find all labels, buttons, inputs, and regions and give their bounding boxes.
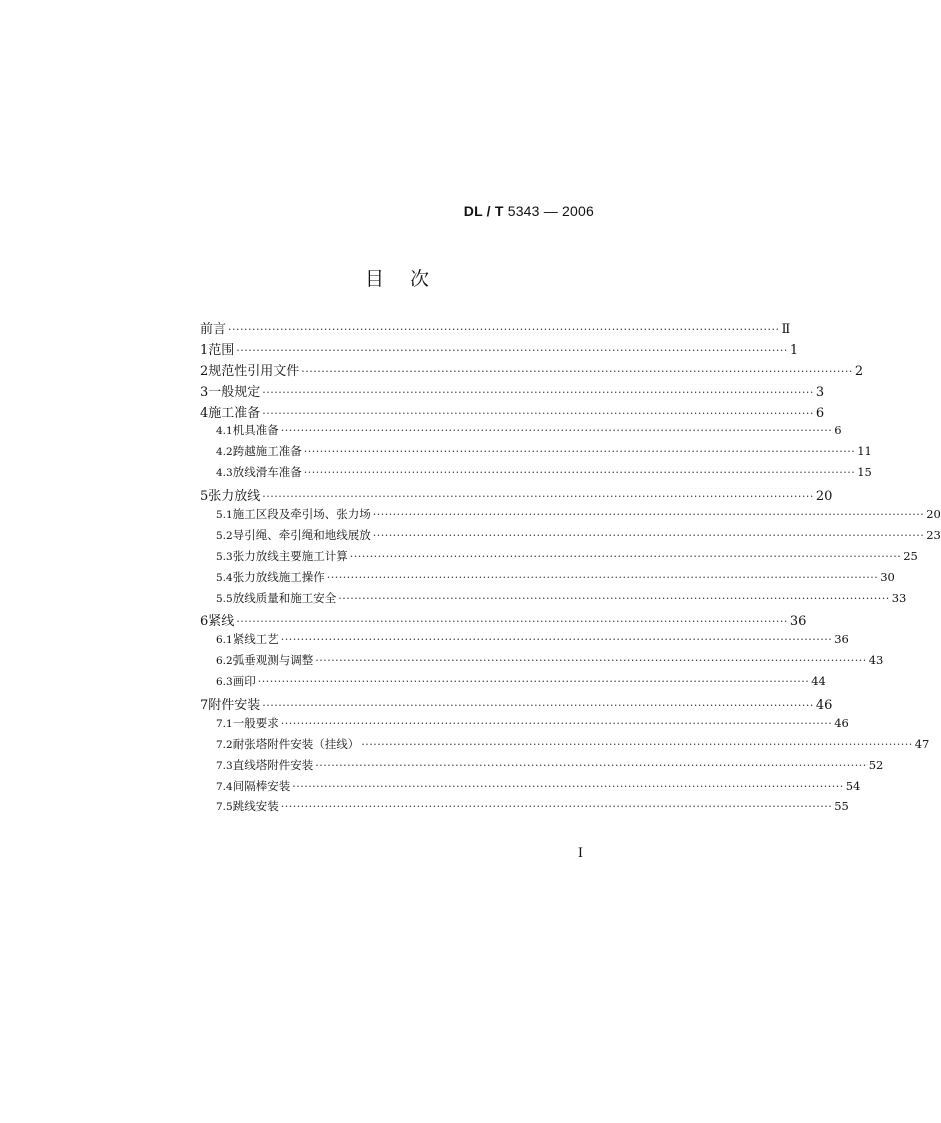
page-title: 目次 [364,268,455,290]
toc-leader-dots: ·········································································································································· [315,758,867,772]
toc-entry-label: 张力放线主要施工计算 [232,548,348,563]
toc-entry-number: 6.2 [216,655,233,668]
toc-entry[interactable] [200,422,842,443]
toc-entry[interactable] [200,443,872,464]
toc-leader-dots: ·········································································································································· [280,633,833,647]
toc-entry[interactable] [200,464,872,485]
toc-leader-dots: ·········································································································································· [280,800,833,814]
toc-entry-page: 47 [914,736,930,751]
toc-entry[interactable] [200,318,791,339]
toc-entry[interactable] [200,360,864,381]
toc-entry-number: 4.1 [216,425,233,438]
toc-entry-page: 20 [926,507,941,522]
toc-entry-label: 导引绳、牵引绳和地线展放 [232,527,371,542]
toc-entry-page: 6 [815,405,825,421]
standard-code [464,203,594,219]
toc-entry-number: 7.4 [216,780,233,793]
toc-entry-label: 一般规定 [208,384,261,400]
toc-entry-number: 7.5 [216,801,233,814]
toc-leader-dots: ·········································································································································· [326,570,879,584]
toc-entry-page: 2 [854,363,864,379]
toc-leader-dots: ·········································································································································· [292,779,844,793]
toc-leader-dots: ·········································································································································· [280,716,833,730]
toc-entry-label: 放线滑车准备 [232,465,302,480]
toc-entry-page: Ⅱ [781,322,791,337]
toc-leader-dots: ·········································································································································· [262,490,814,504]
toc-entry-page: 20 [815,489,833,505]
toc-entry-label: 机具准备 [232,423,279,438]
toc-entry-number: 2 [200,363,209,379]
toc-entry-label: 耐张塔附件安装（挂线） [232,736,360,751]
toc-entry-page: 36 [834,632,849,647]
toc-entry-page: 36 [789,614,807,630]
toc-entry-page: 6 [834,423,842,438]
toc-entry[interactable] [200,569,895,590]
toc-leader-dots: ·········································································································································· [361,737,913,751]
toc-entry[interactable] [200,798,849,819]
toc-entry-number: 7.1 [216,717,233,730]
toc-leader-dots: ·········································································································································· [262,406,814,420]
toc-entry-number: 6 [200,614,209,630]
toc-entry-label: 放线质量和施工安全 [232,590,337,605]
toc-entry-page: 30 [880,569,895,584]
toc-entry-number: 4 [200,405,209,421]
toc-entry-page: 3 [815,384,825,400]
toc-leader-dots: ·········································································································································· [338,591,890,605]
toc-entry[interactable] [200,381,825,402]
toc-entry-page: 25 [903,548,918,563]
toc-entry[interactable] [200,757,884,778]
toc-entry-number: 4.2 [216,446,233,459]
toc-leader-dots: ·········································································································································· [372,528,925,542]
toc-entry-number: 7.3 [216,759,233,772]
toc-entry[interactable] [200,485,833,506]
toc-leader-dots: ·········································································································································· [303,445,856,459]
toc-entry-page: 46 [834,715,849,730]
toc-entry-label: 间隔棒安装 [232,778,291,793]
toc-entry[interactable] [200,736,930,757]
toc-entry-label: 附件安装 [208,698,261,714]
toc-entry-label: 前言 [200,322,227,337]
toc-entry[interactable] [200,715,849,736]
toc-entry-page: 44 [811,674,826,689]
toc-entry[interactable] [200,506,941,527]
toc-leader-dots: ·········································································································································· [262,699,814,713]
toc-entry-label: 画印 [232,674,256,689]
toc-leader-dots: ·········································································································································· [257,675,810,689]
toc-leader-dots: ·········································································································································· [236,343,788,357]
toc-entry-page: 55 [834,799,849,814]
toc-entry[interactable] [200,610,807,631]
standard-number: 5343 [507,203,540,219]
toc-entry-number: 5.5 [216,592,233,605]
toc-leader-dots: ·········································································································································· [372,508,925,522]
toc-entry-page: 23 [926,527,941,542]
toc-entry-label: 弧垂观测与调整 [232,653,314,668]
standard-prefix: DL / T [463,203,504,219]
toc-entry-page: 54 [845,778,861,793]
toc-entry-page: 52 [868,757,884,772]
toc-entry-label: 施工区段及牵引场、张力场 [232,507,371,522]
toc-entry-label: 紧线工艺 [232,632,279,647]
toc-entry[interactable] [200,402,825,423]
toc-leader-dots: ·········································································································································· [301,364,853,378]
toc-entry[interactable] [200,339,799,360]
standard-year: 2006 [562,203,594,219]
toc-entry-number: 5.2 [216,529,233,542]
toc-leader-dots: ·········································································································································· [228,323,780,336]
toc-entry-label: 直线塔附件安装 [232,757,314,772]
toc-leader-dots: ·········································································································································· [262,385,814,399]
toc-entry-page: 46 [815,698,833,714]
toc-entry-number: 5.4 [216,571,233,584]
toc-entry-label: 紧线 [208,614,235,630]
toc-entry-number: 3 [200,384,209,400]
toc-entry-number: 4.3 [216,467,233,480]
toc-entry[interactable] [200,673,826,694]
toc-leader-dots: ·········································································································································· [236,615,788,629]
toc-entry-number: 5 [200,489,209,505]
toc-entry-label: 一般要求 [232,715,279,730]
toc-leader-dots: ·········································································································································· [349,549,902,563]
toc-leader-dots: ·········································································································································· [315,654,867,668]
toc-entry-page: 33 [891,590,907,605]
toc-entry-number: 7.2 [216,738,233,751]
table-of-contents [200,318,941,819]
toc-entry-page: 11 [857,444,872,459]
toc-leader-dots: ·········································································································································· [280,424,833,438]
toc-entry-number: 1 [200,342,209,358]
toc-entry[interactable] [200,527,941,548]
toc-entry-number: 6.3 [216,676,233,689]
toc-entry-page: 43 [868,653,884,668]
toc-entry[interactable] [200,631,849,652]
toc-entry-number: 5.1 [216,509,233,522]
toc-entry-number: 6.1 [216,634,233,647]
toc-entry-label: 施工准备 [208,405,261,421]
page-folio: I [577,846,583,861]
toc-entry-label: 跨越施工准备 [232,444,302,459]
toc-entry-page: 1 [789,342,799,358]
toc-leader-dots: ·········································································································································· [303,466,856,480]
toc-entry[interactable] [200,652,884,673]
toc-entry-label: 规范性引用文件 [208,363,300,379]
standard-dash: — [543,203,558,219]
toc-entry-label: 范围 [208,342,235,358]
toc-entry-number: 7 [200,698,209,714]
toc-entry-label: 跳线安装 [232,799,279,814]
toc-entry-number: 5.3 [216,550,233,563]
toc-entry-label: 张力放线施工操作 [232,569,325,584]
toc-entry[interactable] [200,590,907,611]
toc-entry[interactable] [200,694,833,715]
toc-entry-page: 15 [857,465,872,480]
toc-entry[interactable] [200,778,861,799]
toc-entry[interactable] [200,548,918,569]
toc-entry-label: 张力放线 [208,489,261,505]
